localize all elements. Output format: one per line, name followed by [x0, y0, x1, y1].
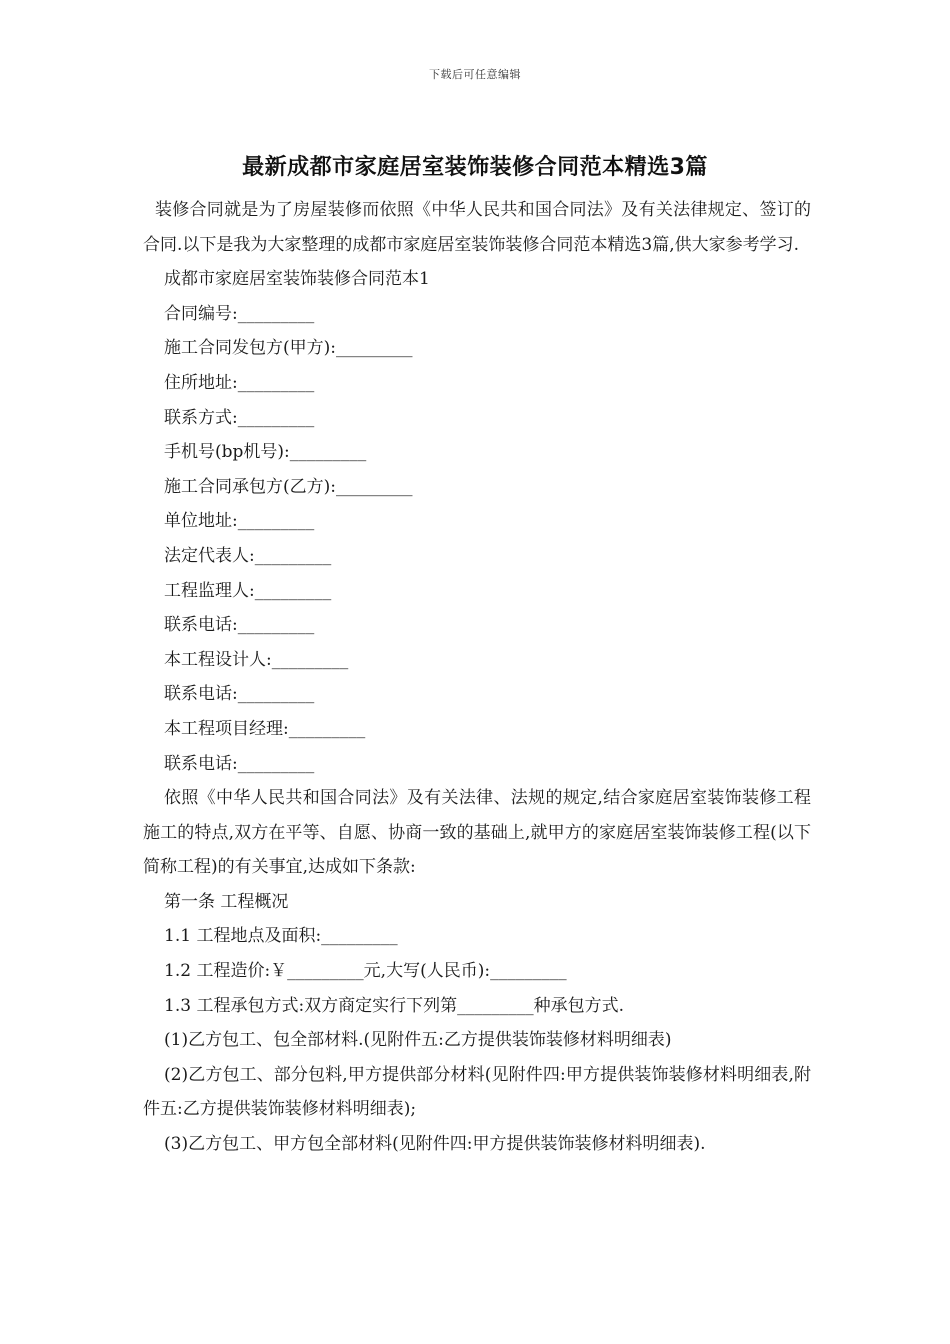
option-1: (1)乙方包工、包全部材料.(见附件五:乙方提供装饰装修材料明细表) — [164, 1030, 672, 1051]
field-phone-3: 联系电话:_________ — [164, 753, 315, 774]
item-1-1: 1.1 工程地点及面积:_________ — [164, 926, 398, 947]
field-contract-number: 合同编号:_________ — [164, 303, 315, 324]
field-address: 住所地址:_________ — [164, 372, 315, 393]
field-party-b: 施工合同承包方(乙方):_________ — [164, 476, 413, 497]
field-party-a: 施工合同发包方(甲方):_________ — [164, 338, 413, 359]
field-project-manager: 本工程项目经理:_________ — [164, 718, 366, 739]
field-supervisor: 工程监理人:_________ — [164, 580, 332, 601]
option-2: (2)乙方包工、部分包料,甲方提供部分材料(见附件四:甲方提供装饰装修材料明细表,附件五:乙方提供装饰装修材料明细表); — [143, 1064, 811, 1120]
article-1-heading: 第一条 工程概况 — [164, 891, 289, 912]
field-legal-representative: 法定代表人:_________ — [164, 545, 332, 566]
document-title: 最新成都市家庭居室装饰装修合同范本精选3篇 — [242, 155, 708, 180]
preamble-paragraph: 依照《中华人民共和国合同法》及有关法律、法规的规定,结合家庭居室装饰装修工程施工的特点,双方在平等、自愿、协商一致的基础上,就甲方的家庭居室装饰装修工程(以下简称工程)的有关事宜,达成如下条款: — [143, 788, 811, 878]
document-body — [143, 193, 811, 1162]
field-designer: 本工程设计人:_________ — [164, 649, 349, 670]
section-heading: 成都市家庭居室装饰装修合同范本1 — [164, 269, 430, 290]
field-phone-1: 联系电话:_________ — [164, 615, 315, 636]
field-company-address: 单位地址:_________ — [164, 511, 315, 532]
item-1-3: 1.3 工程承包方式:双方商定实行下列第_________种承包方式. — [164, 995, 625, 1016]
field-mobile: 手机号(bp机号):_________ — [164, 442, 367, 463]
intro-paragraph: 装修合同就是为了房屋装修而依照《中华人民共和国合同法》及有关法律规定、签订的合同.以下是我为大家整理的成都市家庭居室装饰装修合同范本精选3篇,供大家参考学习. — [143, 200, 811, 255]
option-3: (3)乙方包工、甲方包全部材料(见附件四:甲方提供装饰装修材料明细表). — [164, 1134, 706, 1155]
header-note: 下载后可任意编辑 — [429, 68, 521, 81]
field-phone-2: 联系电话:_________ — [164, 684, 315, 705]
item-1-2: 1.2 工程造价:￥_________元,大写(人民币):_________ — [164, 961, 567, 982]
field-contact: 联系方式:_________ — [164, 407, 315, 428]
